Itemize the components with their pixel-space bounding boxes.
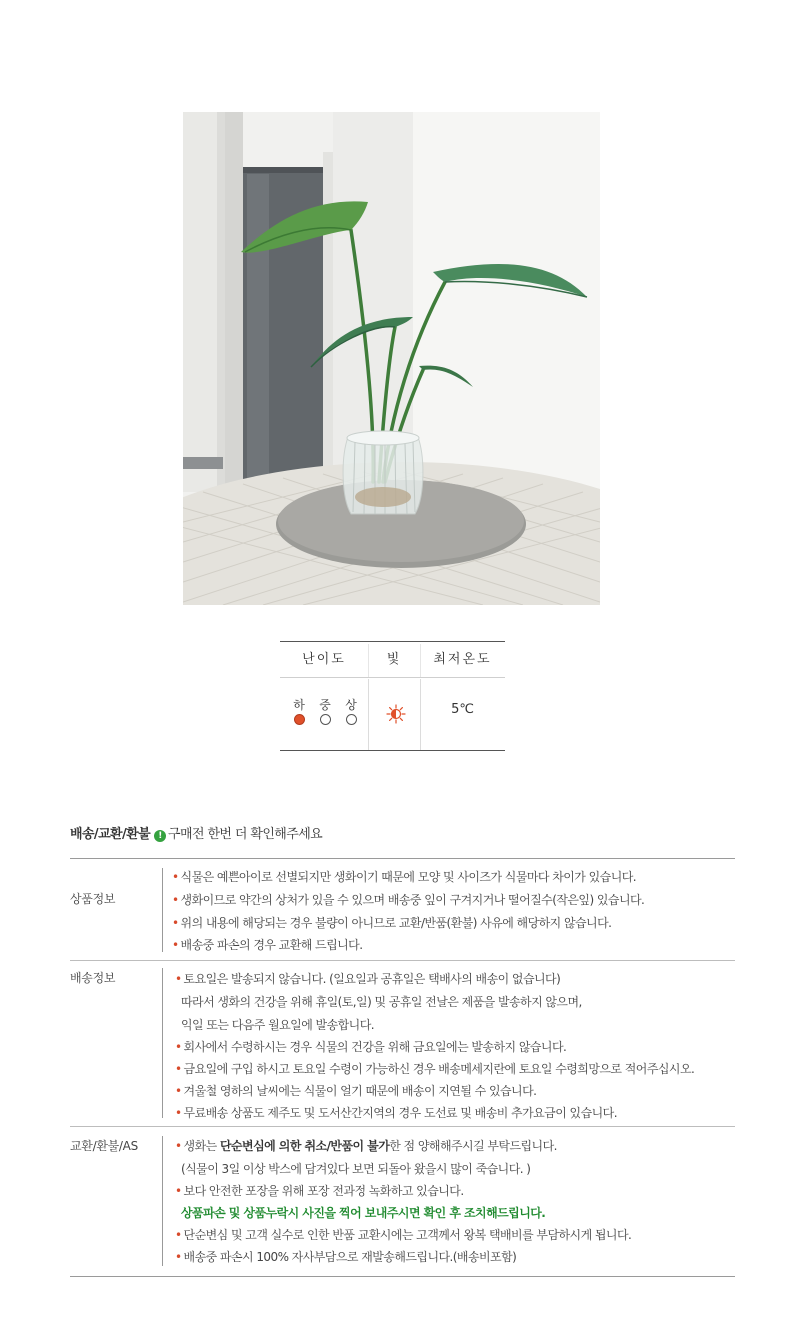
exchange-info-line: (식물이 3일 이상 박스에 담겨있다 보면 되돌아 왔을시 많이 죽습니다. ) — [181, 1162, 531, 1176]
exchange-info-line: • 단순변심 및 고객 실수로 인한 반품 교환시에는 고객께서 왕복 택배비를 부담하시게 됩니다. — [175, 1228, 632, 1242]
section-label-exchange-refund: 교환/환불/AS — [70, 1139, 138, 1153]
difficulty-dot-low — [294, 714, 305, 725]
divider — [70, 858, 735, 859]
half-sun-icon — [386, 704, 406, 724]
shipping-info-line: 따라서 생화의 건강을 위해 휴일(토,일) 및 공휴일 전날은 제품을 발송하지 않으며, — [181, 995, 582, 1009]
notice-title: 배송/교환/환불 — [70, 827, 151, 842]
exchange-info-line: • 생화는 단순변심에 의한 취소/반품이 불가한 점 양해해주시길 부탁드립니다. — [175, 1139, 557, 1153]
difficulty-label-high: 상 — [345, 698, 357, 712]
difficulty-dot-high — [346, 714, 357, 725]
exchange-info-highlight: 상품파손 및 상품누락시 사진을 찍어 보내주시면 확인 후 조치해드립니다. — [181, 1206, 546, 1220]
shipping-info-line: • 토요일은 발송되지 않습니다. (일요일과 공휴일은 택배사의 배송이 없습니다) — [175, 972, 561, 986]
care-table-header — [280, 642, 505, 678]
product-info-line: • 위의 내용에 해당되는 경우 불량이 아니므로 교환/반품(환불) 사유에 해당하지 않습니다. — [172, 916, 612, 930]
difficulty-header: 난이도 — [302, 652, 346, 667]
difficulty-label-mid: 중 — [319, 698, 331, 712]
difficulty-label-low: 하 — [293, 698, 305, 712]
shipping-info-line: • 금요일에 구입 하시고 토요일 수령이 가능하신 경우 배송메세지란에 토요일 수령희망으로 적어주십시오. — [175, 1062, 695, 1076]
care-divider — [420, 644, 421, 677]
shipping-info-line: • 겨울철 영하의 날씨에는 식물이 얼기 때문에 배송이 지연될 수 있습니다. — [175, 1084, 537, 1098]
product-info-line: • 배송중 파손의 경우 교환해 드립니다. — [172, 938, 363, 952]
section-separator — [162, 868, 163, 952]
min-temp-header: 최저온도 — [433, 652, 492, 667]
product-info-line: • 생화이므로 약간의 상처가 있을 수 있으며 배송중 잎이 구겨지거나 떨어질수(작은잎) 있습니다. — [172, 893, 645, 907]
exchange-info-line: • 배송중 파손시 100% 자사부담으로 재발송해드립니다.(배송비포함) — [175, 1250, 517, 1264]
notice-subtitle: 구매전 한번 더 확인해주세요 — [168, 827, 323, 842]
difficulty-dot-mid — [320, 714, 331, 725]
divider — [70, 1126, 735, 1127]
section-separator — [162, 1136, 163, 1266]
shipping-info-line: 익일 또는 다음주 월요일에 발송합니다. — [181, 1018, 374, 1032]
care-divider — [368, 679, 369, 750]
section-label-shipping-info: 배송정보 — [70, 971, 116, 985]
divider — [70, 1276, 735, 1277]
product-photo — [183, 112, 600, 605]
light-header: 빛 — [386, 652, 402, 667]
monstera-photo-illustration — [183, 112, 600, 605]
care-divider — [368, 644, 369, 677]
care-info-table — [280, 641, 505, 751]
exchange-info-line: • 보다 안전한 포장을 위해 포장 전과정 녹화하고 있습니다. — [175, 1184, 464, 1198]
product-info-line: • 식물은 예쁜아이로 선별되지만 생화이기 때문에 모양 및 사이즈가 식물마다 차이가 있습니다. — [172, 870, 637, 884]
notice-title-row — [70, 823, 322, 842]
shipping-info-line: • 무료배송 상품도 제주도 및 도서산간지역의 경우 도선료 및 배송비 추가요금이 있습니다. — [175, 1106, 617, 1120]
divider — [70, 960, 735, 961]
section-separator — [162, 968, 163, 1118]
min-temp-value: 5℃ — [451, 702, 474, 717]
section-label-product-info: 상품정보 — [70, 892, 116, 906]
exclamation-icon: ! — [154, 830, 166, 842]
shipping-info-line: • 회사에서 수령하시는 경우 식물의 건강을 위해 금요일에는 발송하지 않습니다. — [175, 1040, 567, 1054]
